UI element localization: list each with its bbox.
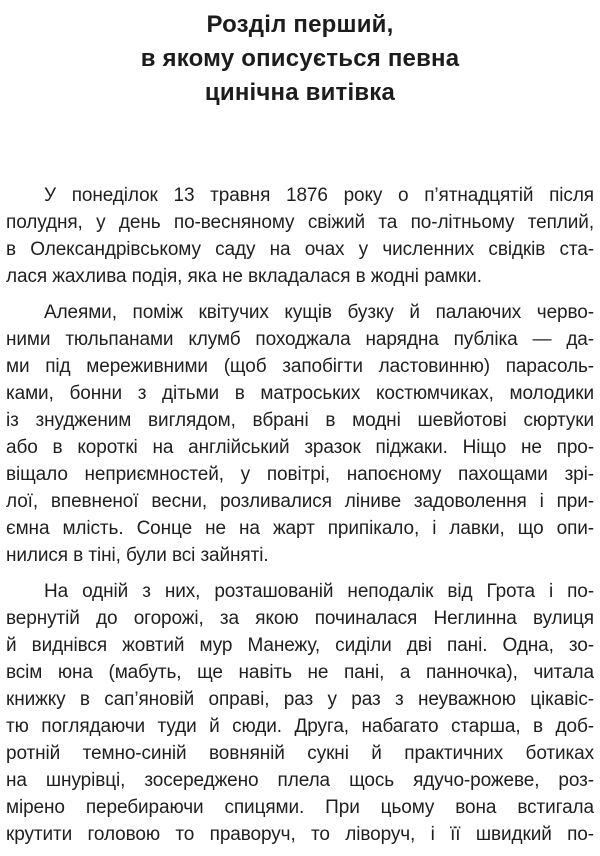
paragraph: [6, 578, 594, 848]
chapter-heading-line-2: в якому описується певна: [140, 45, 460, 72]
paragraph: [6, 299, 594, 569]
text-line: ємна млість. Сонце не на жарт припікало, і лавки, що опи-: [6, 518, 594, 539]
chapter-heading-line-1: Розділ перший,: [206, 11, 394, 38]
text-line: віщало неприємностей, у повітрі, напоєному пахощами зрі-: [6, 464, 594, 485]
text-line: ками, бонни з дітьми в матроських костюмчиках, молодики: [6, 383, 594, 404]
text-line: лої, впевненої весни, розливалися ліниве задоволення і при-: [6, 491, 594, 512]
text-line: й виднівся жовтий мур Манежу, сиділи дві пані. Одна, зо-: [6, 635, 594, 656]
text-line: або в короткі на англійський зразок піджаки. Ніщо не про-: [6, 437, 594, 458]
text-line: всім юна (мабуть, ще навіть не пані, а панночка), читала: [6, 662, 594, 683]
body-text: [6, 182, 594, 848]
text-line: ми під мереживними (щоб запобігти ластовинню) парасоль-: [6, 356, 594, 377]
text-line: нилися в тіні, були всі зайняті.: [6, 545, 269, 566]
paragraph: [6, 182, 594, 290]
text-line: На одній з них, розташованій неподалік від Грота і по-: [44, 581, 594, 602]
text-line: крутити головою то праворуч, то ліворуч, і її швидкий по-: [6, 824, 594, 845]
text-line: на шнурівці, зосереджено плела щось ядучо-рожеве, роз-: [6, 770, 594, 791]
text-line: У понеділок 13 травня 1876 року о п’ятнадцятій після: [44, 185, 594, 206]
text-line: ними тюльпанами клумб походжала нарядна публіка — да-: [6, 329, 594, 350]
text-line: Алеями, поміж квітучих кущів бузку й палаючих черво-: [44, 302, 594, 323]
text-line: полудня, у день по-весняному свіжий та по-літньому теплий,: [6, 212, 594, 233]
text-line: мірено перебираючи спицями. При цьому вона встигала: [6, 797, 594, 818]
text-line: із знудженим виглядом, вбрані в модні шевйотові сюртуки: [6, 410, 594, 431]
text-line: книжку в сап’яновій оправі, раз у раз з неуважною цікавіс-: [6, 689, 594, 710]
text-line: в Олександрівському саду на очах у численних свідків ста-: [6, 239, 594, 260]
text-line: вернутій до огорожі, за якою починалася Неглинна вулиця: [6, 608, 594, 629]
chapter-heading-line-3: цинічна витівка: [204, 79, 396, 106]
text-line: лася жахлива подія, яка не вкладалася в жодні рамки.: [6, 266, 482, 287]
chapter-heading: [6, 8, 594, 110]
text-line: тю поглядаючи туди й сюди. Друга, набагато старша, в доб-: [6, 716, 594, 737]
text-line: ротній темно-синій вовняній сукні й практичних ботиках: [6, 743, 594, 764]
